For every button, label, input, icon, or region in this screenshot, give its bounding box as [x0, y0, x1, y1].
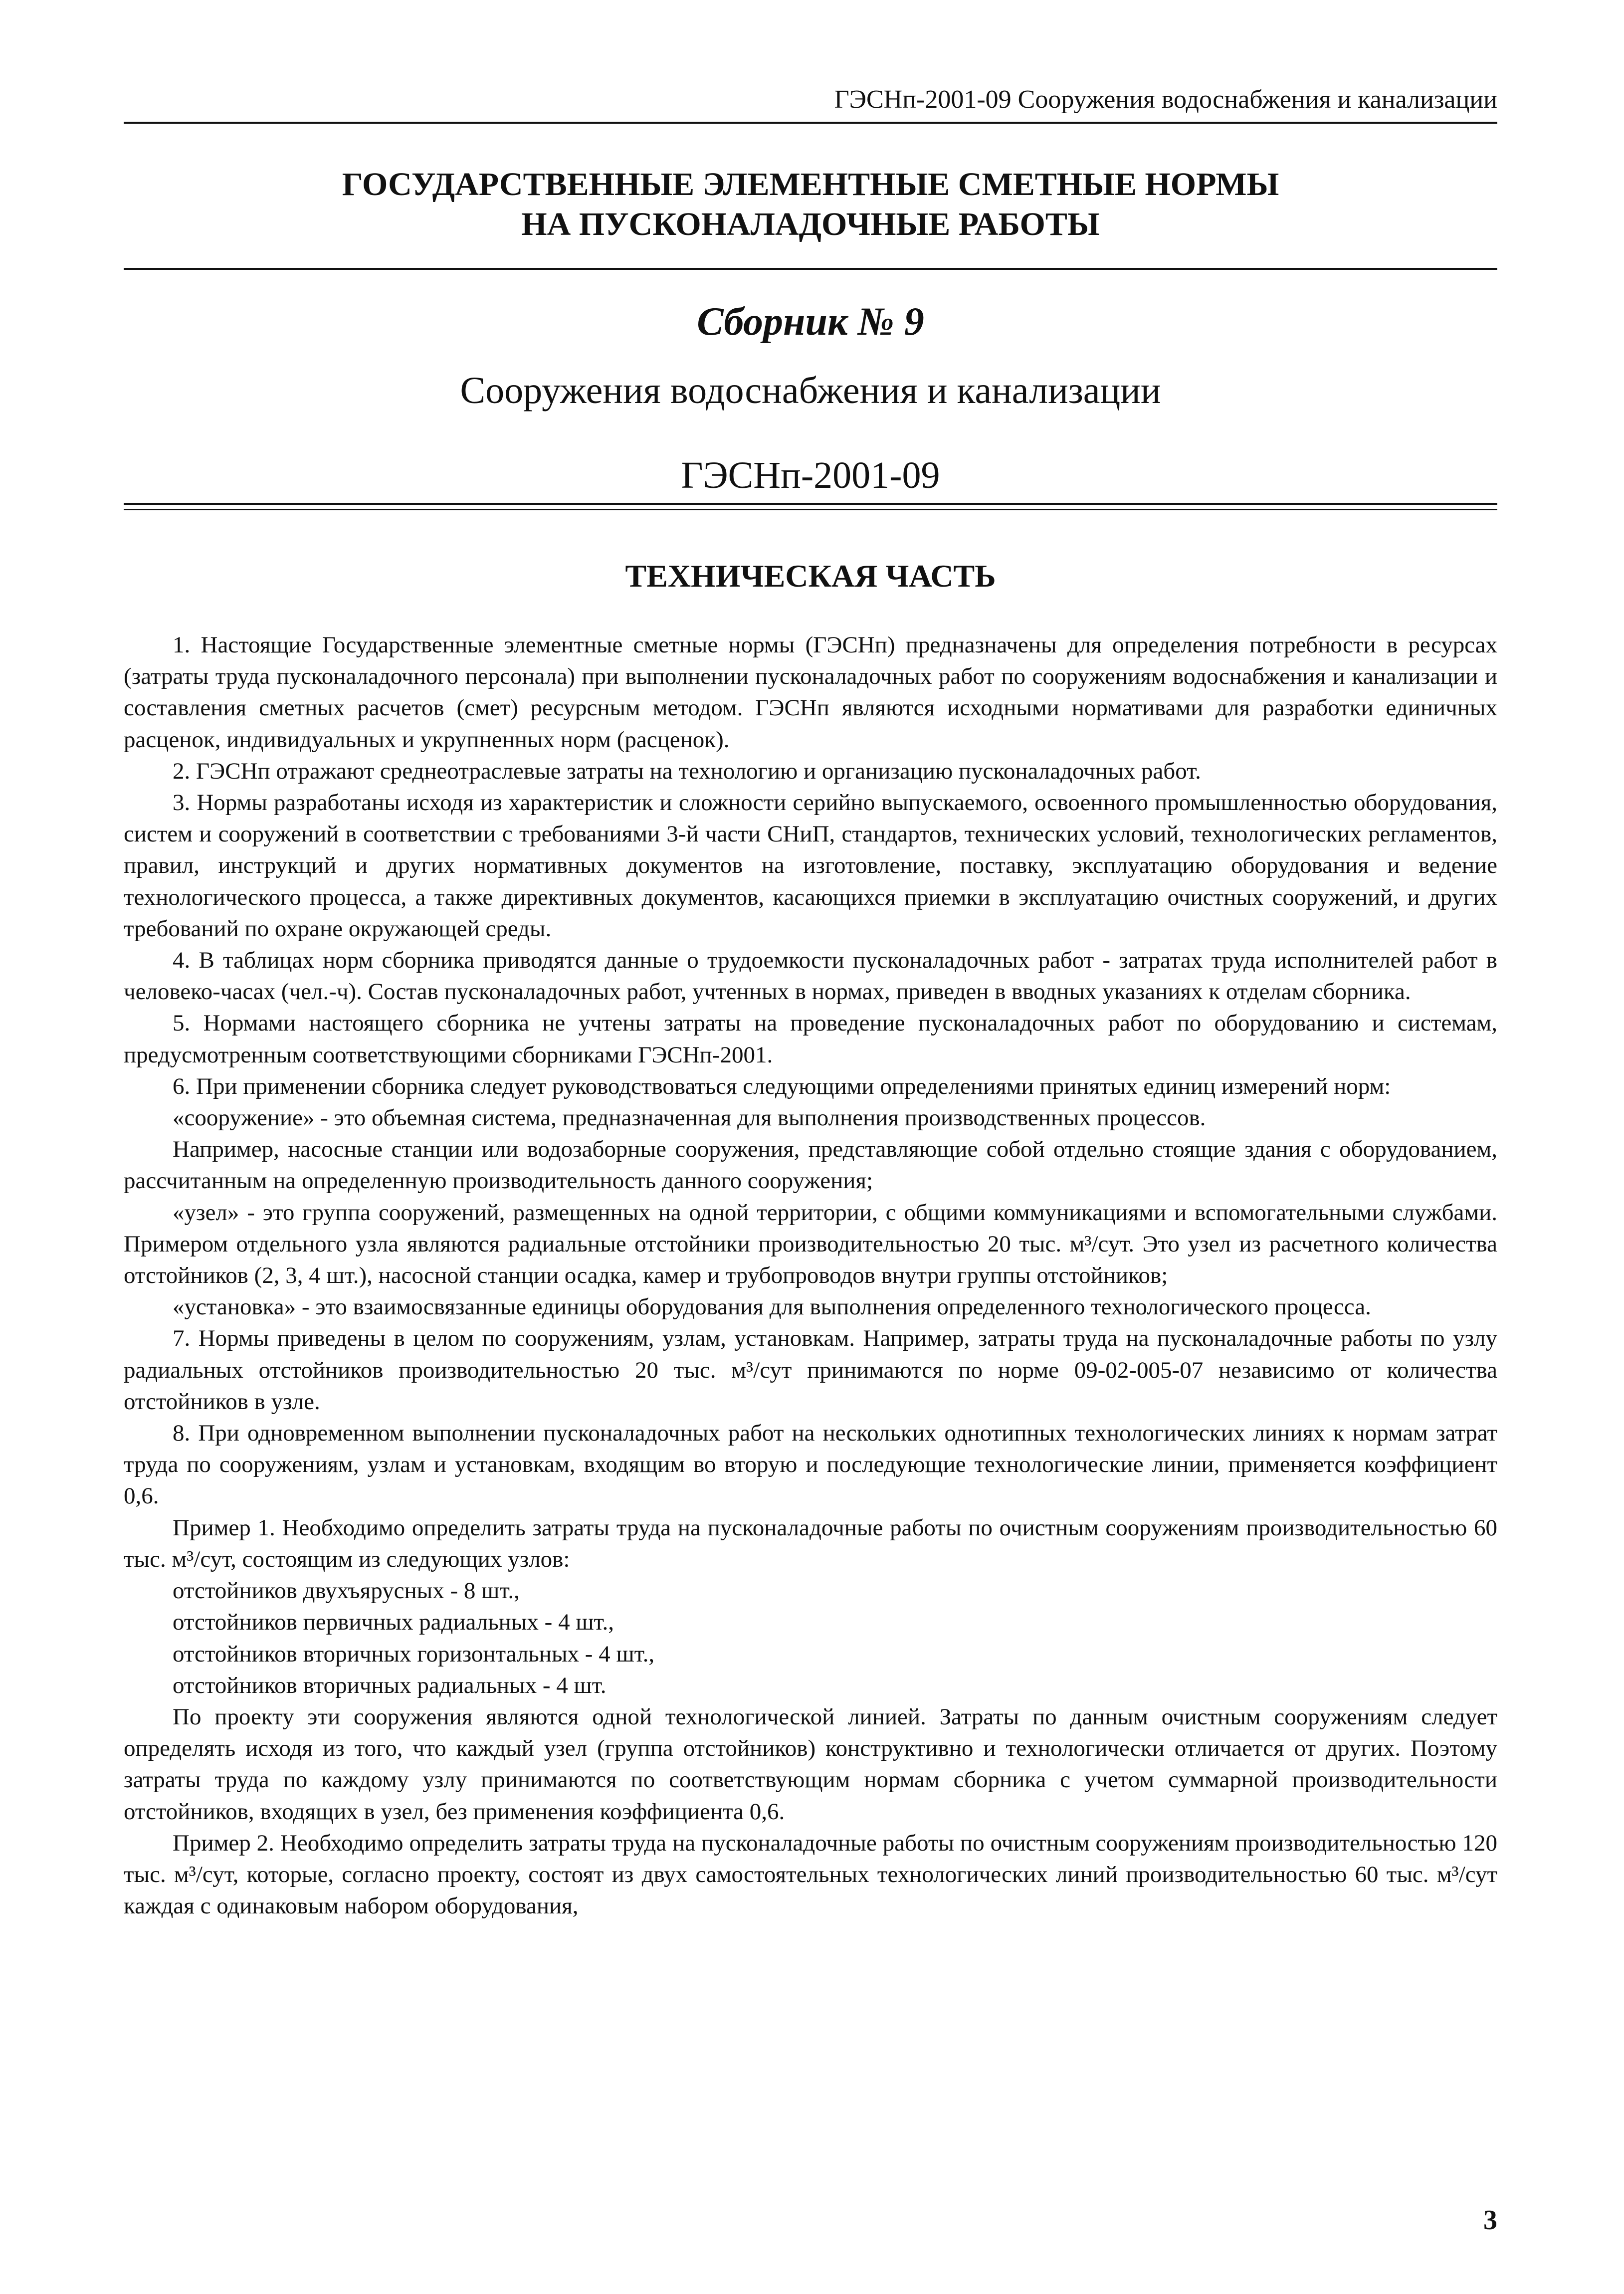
paragraph: По проекту эти сооружения являются одной технологической линией. Затраты по данным очистным сооружениям следует определять исходя из того, что каждый узел (группа отстойников) конструктивно и технологически отличается от других. Поэтому затраты труда по каждому узлу принимаются по соответствующим нормам сборника с учетом суммарной производительности отстойников, входящих в узел, без применения коэффициента 0,6.: [124, 1703, 1497, 1825]
list-item: отстойников первичных радиальных - 4 шт.,: [173, 1609, 614, 1636]
paragraph: 4. В таблицах норм сборника приводятся данные о трудоемкости пусконаладочных работ - затратах труда исполнителей работ в человеко-часах (чел.-ч). Состав пусконаладочных работ, учтенных в нормах, приведен в вводных указаниях к отделам сборника.: [124, 947, 1497, 1005]
section-title: ТЕХНИЧЕСКАЯ ЧАСТЬ: [625, 558, 996, 594]
paragraph: Пример 2. Необходимо определить затраты труда на пусконаладочные работы по очистным сооружениям производительностью 120 тыс. м³/сут, которые, согласно проекту, состоят из двух самостоятельных технологических линий производительностью 60 тыс. м³/сут каждая с одинаковым набором оборудования,: [124, 1830, 1497, 1919]
paragraph: 2. ГЭСНп отражают среднеотраслевые затраты на технологию и организацию пусконаладочных работ.: [173, 758, 1201, 784]
paragraph: 1. Настоящие Государственные элементные сметные нормы (ГЭСНп) предназначены для определения потребности в ресурсах (затраты труда пусконаладочного персонала) при выполнении пусконаладочных работ по сооружениям водоснабжения и канализации и составления сметных расчетов (смет) ресурсным методом. ГЭСНп являются исходными нормативами для разработки единичных расценок, индивидуальных и укрупненных норм (расценок).: [124, 632, 1497, 753]
code-double-rule-bottom: [124, 509, 1497, 510]
title-rule: [124, 268, 1497, 270]
running-head: ГЭСНп-2001-09 Сооружения водоснабжения и канализации: [834, 85, 1497, 114]
paragraph: 7. Нормы приведены в целом по сооружениям, узлам, установкам. Например, затраты труда на пусконаладочные работы по узлу радиальных отстойников производительностью 20 тыс. м³/сут принимаются по норме 09-02-005-07 независимо от количества отстойников в узле.: [124, 1325, 1497, 1415]
paragraph: 6. При применении сборника следует руководствоваться следующими определениями принятых единиц измерений норм:: [173, 1073, 1391, 1099]
header-rule: [124, 122, 1497, 124]
collection-code: ГЭСНп-2001-09: [681, 454, 940, 496]
main-title: [124, 165, 1497, 244]
list-item: отстойников двухъярусных - 8 шт.,: [173, 1578, 520, 1604]
paragraph: «установка» - это взаимосвязанные единицы оборудования для выполнения определенного технологического процесса.: [173, 1294, 1371, 1320]
paragraph: 5. Нормами настоящего сборника не учтены затраты на проведение пусконаладочных работ по оборудованию и системам, предусмотренным соответствующими сборниками ГЭСНп-2001.: [124, 1010, 1497, 1068]
collection-number: Сборник № 9: [697, 300, 924, 344]
paragraph: Пример 1. Необходимо определить затраты труда на пусконаладочные работы по очистным сооружениям производительностью 60 тыс. м³/сут, состоящим из следующих узлов:: [124, 1514, 1497, 1572]
collection-name: Сооружения водоснабжения и канализации: [460, 370, 1161, 412]
code-double-rule-top: [124, 503, 1497, 505]
page-number: 3: [1483, 2205, 1497, 2236]
main-title-line-2: НА ПУСКОНАЛАДОЧНЫЕ РАБОТЫ: [521, 206, 1100, 242]
list-item: отстойников вторичных горизонтальных - 4 шт.,: [173, 1641, 655, 1667]
body-text: [124, 629, 1497, 1922]
paragraph: 8. При одновременном выполнении пусконаладочных работ на нескольких однотипных технологических линиях к нормам затрат труда по сооружениям, узлам и установкам, входящим во вторую и последующие технологические линии, применяется коэффициент 0,6.: [124, 1420, 1497, 1509]
paragraph: «сооружение» - это объемная система, предназначенная для выполнения производственных процессов.: [173, 1105, 1206, 1131]
list-item: отстойников вторичных радиальных - 4 шт.: [173, 1672, 607, 1698]
paragraph: Например, насосные станции или водозаборные сооружения, представляющие собой отдельно стоящие здания с оборудованием, рассчитанным на определенную производительность данного сооружения;: [124, 1136, 1497, 1194]
paragraph: 3. Нормы разработаны исходя из характеристик и сложности серийно выпускаемого, освоенного промышленностью оборудования, систем и сооружений в соответствии с требованиями 3-й части СНиП, стандартов, технических условий, технологических регламентов, правил, инструкций и других нормативных документов на изготовление, поставку, эксплуатацию оборудования и ведение технологического процесса, а также директивных документов, касающихся приемки в эксплуатацию очистных сооружений, и других требований по охране окружающей среды.: [124, 790, 1497, 942]
main-title-line-1: ГОСУДАРСТВЕННЫЕ ЭЛЕМЕНТНЫЕ СМЕТНЫЕ НОРМЫ: [342, 166, 1279, 203]
paragraph: «узел» - это группа сооружений, размещенных на одной территории, с общими коммуникациями и вспомогательными службами. Примером отдельного узла являются радиальные отстойники производительностью 20 тыс. м³/сут. Это узел из расчетного количества отстойников (2, 3, 4 шт.), насосной станции осадка, камер и трубопроводов внутри группы отстойников;: [124, 1199, 1497, 1289]
